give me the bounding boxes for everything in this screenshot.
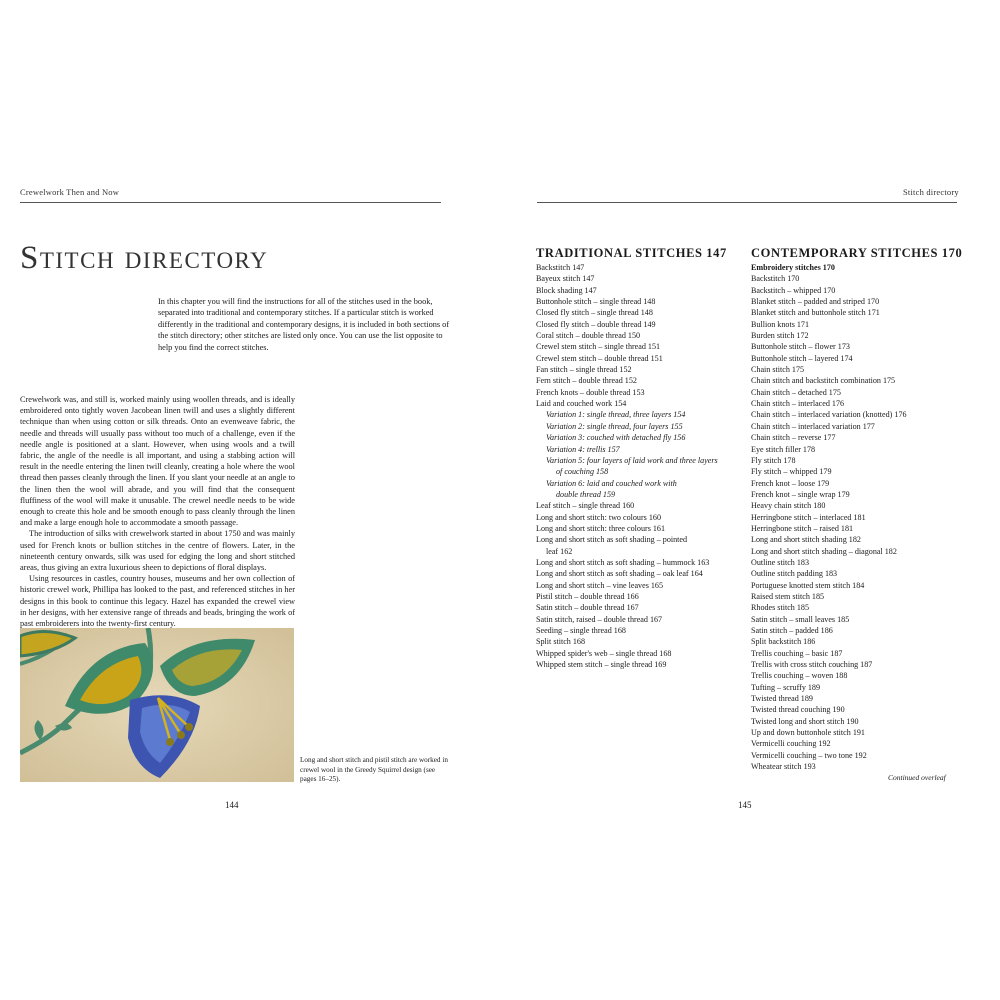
stitch-entry <box>751 614 966 625</box>
stitch-entry-text: Variation 2: single thread, four layers 155 <box>546 421 683 431</box>
traditional-stitch-list <box>536 262 746 670</box>
stitch-entry-text: Fly stitch – whipped 179 <box>751 467 832 477</box>
stitch-entry-text: Chain stitch – interlaced variation 177 <box>751 421 875 431</box>
stitch-entry-text: Buttonhole stitch – single thread 148 <box>536 297 656 307</box>
stitch-entry <box>751 330 966 341</box>
stitch-entry-text: Satin stitch – small leaves 185 <box>751 614 850 624</box>
stitch-entry-text: Vermicelli couching – two tone 192 <box>751 750 867 760</box>
stitch-entry-text: Blanket stitch and buttonhole stitch 171 <box>751 308 880 318</box>
page-title: Stitch directory <box>20 240 269 276</box>
stitch-entry <box>751 591 966 602</box>
stitch-entry <box>536 614 746 625</box>
stitch-entry <box>751 682 966 693</box>
stitch-entry <box>751 704 966 715</box>
stitch-entry <box>751 466 966 477</box>
stitch-entry <box>536 659 746 670</box>
stitch-entry-text: Chain stitch – reverse 177 <box>751 433 836 443</box>
stitch-entry <box>536 262 746 273</box>
page-number-right: 145 <box>738 800 752 810</box>
stitch-entry <box>536 512 746 523</box>
stitch-entry-text: Closed fly stitch – double thread 149 <box>536 319 656 329</box>
stitch-entry-text: Twisted long and short stitch 190 <box>751 716 859 726</box>
intro-paragraph <box>158 296 458 353</box>
stitch-entry-text: Herringbone stitch – interlaced 181 <box>751 512 866 522</box>
stitch-entry-text: Fern stitch – double thread 152 <box>536 376 637 386</box>
stitch-entry-text: Eye stitch filler 178 <box>751 444 816 454</box>
stitch-entry-text: Satin stitch – double thread 167 <box>536 603 639 613</box>
stitch-entry-text: Whipped stem stitch – single thread 169 <box>536 660 667 670</box>
stitch-entry-text: Seeding – single thread 168 <box>536 626 626 635</box>
stitch-entry <box>751 307 966 318</box>
stitch-entry-text: Chain stitch – interlaced 176 <box>751 399 845 409</box>
stitch-entry <box>536 296 746 307</box>
stitch-entry <box>751 761 966 772</box>
stitch-entry-text: Leaf stitch – single thread 160 <box>536 501 635 511</box>
stitch-entry-text: Variation 1: single thread, three layers 154 <box>546 410 686 420</box>
stitch-entry-text: Variation 3: couched with detached fly 156 <box>546 433 686 443</box>
stitch-entry <box>751 353 966 364</box>
stitch-entry-text: Long and short stitch shading 182 <box>751 535 861 545</box>
stitch-entry <box>751 659 966 670</box>
stitch-entry <box>536 387 746 398</box>
stitch-entry-text: Pistil stitch – double thread 166 <box>536 591 639 601</box>
stitch-entry <box>536 591 746 602</box>
stitch-entry <box>536 409 746 420</box>
stitch-entry-text: Long and short stitch – vine leaves 165 <box>536 580 664 590</box>
right-page <box>500 0 1000 1000</box>
stitch-entry <box>751 546 966 557</box>
stitch-entry <box>536 534 746 557</box>
stitch-entry <box>536 625 746 636</box>
stitch-entry <box>536 364 746 375</box>
body-paragraph-2: The introduction of silks with crewelwork started in about 1750 and was mainly used for French knots or bullion stitches in the centre of flowers. Later, in the nineteenth century onwards, silk was used for edging the long and short stitched areas, thus giving an extra luxurious sheen to depictions of floral displays. <box>20 529 295 573</box>
body-paragraph-1: Crewelwork was, and still is, worked mainly using woollen threads, and is ideally embroidered onto tightly woven Jacobean linen twill and uses a slightly different technique than when using cotton or silk threads. Onto an evenweave fabric, the needle and threads will usually pass without too much of a challenge, even if the needle angle is positioned at a slant. However, when using wools and a twill fabric, the angle of the needle is all important, and using a stabbing action will result in the needle entering the linen twill cleanly, creating a hole where the wool thread then passes cleanly through the linen. If you slant your needle at an angle to the linen then the wool will abrade, and you will find that the consequent fluffiness of the wool will make it unusable. The crewel needle needs to be wide enough to create this hole and be smooth enough to pass cleanly through the linen and make a large enough hole to accommodate a smooth passage. <box>20 395 295 528</box>
stitch-entry-text: Raised stem stitch 185 <box>751 591 825 601</box>
stitch-entry <box>751 716 966 727</box>
running-head-left: Crewelwork Then and Now <box>20 187 120 197</box>
stitch-entry <box>536 568 746 579</box>
stitch-entry-text: Fan stitch – single thread 152 <box>536 365 632 375</box>
stitch-entry-text: Twisted thread 189 <box>751 694 813 704</box>
stitch-entry-text: Long and short stitch: two colours 160 <box>536 512 661 522</box>
intro-text: In this chapter you will find the instructions for all of the stitches used in the book, separated into traditional and contemporary stitches. If a particular stitch is worked differently in the traditional and contemporary designs, it is included in both sections of the stitch directory; other stitches are listed only once. You can use the list opposite to help you find the correct stitches. <box>158 297 450 352</box>
stitch-entry <box>751 478 966 489</box>
embroidery-photo <box>20 628 294 782</box>
stitch-entry <box>751 512 966 523</box>
stitch-entry-text: Tufting – scruffy 189 <box>751 682 821 692</box>
stitch-entry-text: Backstitch 147 <box>536 263 585 272</box>
stitch-entry-text: Buttonhole stitch – layered 174 <box>751 353 853 363</box>
stitch-entry-text: Long and short stitch as soft shading – hummock 163 <box>536 557 710 567</box>
stitch-entry <box>751 444 966 455</box>
header-rule-right <box>537 202 957 203</box>
stitch-entry-text: Bullion knots 171 <box>751 319 810 329</box>
stitch-entry-text: Split stitch 168 <box>536 637 586 647</box>
stitch-entry <box>751 534 966 545</box>
stitch-entry <box>536 285 746 296</box>
stitch-entry-text: Crewel stem stitch – single thread 151 <box>536 342 661 352</box>
stitch-entry <box>536 557 746 568</box>
stitch-entry <box>536 478 746 501</box>
stitch-entry <box>536 398 746 409</box>
stitch-entry <box>536 432 746 443</box>
stitch-entry-text: French knot – loose 179 <box>751 478 830 488</box>
stitch-entry <box>536 636 746 647</box>
stitch-entry <box>751 387 966 398</box>
stitch-entry <box>536 455 746 478</box>
stitch-entry-text: Long and short stitch: three colours 161 <box>536 523 666 533</box>
stitch-entry <box>751 693 966 704</box>
stitch-entry-text: Chain stitch – interlaced variation (knotted) 176 <box>751 410 907 420</box>
stitch-entry-text: Long and short stitch as soft shading – oak leaf 164 <box>536 569 703 579</box>
stitch-entry <box>751 648 966 659</box>
stitch-entry-text: Backstitch 170 <box>751 274 800 284</box>
stitch-entry <box>751 375 966 386</box>
stitch-entry-text: Backstitch – whipped 170 <box>751 285 836 295</box>
traditional-heading: TRADITIONAL STITCHES 147 <box>536 246 727 260</box>
stitch-entry <box>751 432 966 443</box>
stitch-entry-text: Split backstitch 186 <box>751 637 816 647</box>
stitch-entry-text: Chain stitch – detached 175 <box>751 387 841 397</box>
stitch-entry-text: Bayeux stitch 147 <box>536 274 595 284</box>
contemporary-heading: CONTEMPORARY STITCHES 170 <box>751 246 963 260</box>
photo-caption: Long and short stitch and pistil stitch are worked in crewel wool in the Greedy Squirrel design (see pages 16–25). <box>300 756 448 784</box>
stitch-entry <box>536 500 746 511</box>
stitch-entry <box>751 568 966 579</box>
stitch-entry-text: Long and short stitch shading – diagonal 182 <box>751 546 897 556</box>
stitch-entry-text: Trellis couching – woven 188 <box>751 671 848 681</box>
stitch-entry-text: Whipped spider's web – single thread 168 <box>536 648 672 658</box>
stitch-entry-text: Variation 4: trellis 157 <box>546 444 620 454</box>
stitch-entry-text: Outline stitch 183 <box>751 557 809 567</box>
stitch-entry-text: Variation 5: four layers of laid work and three layers <box>546 455 718 465</box>
stitch-entry <box>751 398 966 409</box>
body-text <box>20 394 295 629</box>
stitch-entry-text: Blanket stitch – padded and striped 170 <box>751 297 880 307</box>
stitch-entry <box>536 307 746 318</box>
stitch-entry-text: Rhodes stitch 185 <box>751 603 810 613</box>
stitch-entry <box>751 750 966 761</box>
embroidery-illustration <box>20 628 294 782</box>
stitch-entry-text: Variation 6: laid and couched work with <box>546 478 677 488</box>
stitch-entry-text: Herringbone stitch – raised 181 <box>751 523 854 533</box>
stitch-entry <box>536 602 746 613</box>
stitch-entry <box>751 341 966 352</box>
stitch-entry <box>751 500 966 511</box>
contemporary-stitch-list <box>751 262 966 772</box>
stitch-entry <box>536 523 746 534</box>
stitch-entry-text: Buttonhole stitch – flower 173 <box>751 342 850 352</box>
stitch-entry <box>751 580 966 591</box>
stitch-entry-text: Laid and couched work 154 <box>536 399 627 409</box>
stitch-entry <box>751 421 966 432</box>
stitch-entry-text: Outline stitch padding 183 <box>751 569 838 579</box>
stitch-entry <box>751 602 966 613</box>
stitch-entry-continuation: leaf 162 <box>546 546 573 556</box>
stitch-entry-continuation: double thread 159 <box>556 489 616 499</box>
stitch-entry-text: Embroidery stitches 170 <box>751 263 835 272</box>
stitch-entry <box>536 421 746 432</box>
stitch-entry-text: Coral stitch – double thread 150 <box>536 331 641 341</box>
stitch-entry <box>536 648 746 659</box>
body-paragraph-3: Using resources in castles, country houses, museums and her own collection of historic crewel work, Phillipa has looked to the past, and referenced stitches in her designs in this book to continue this legacy. Hazel has expanded the crewel view in her designs, with her extensive range of threads and beads, bringing the work of past embroiderers into the twenty-first century. <box>20 574 295 629</box>
stitch-entry-continuation: of couching 158 <box>556 467 609 477</box>
stitch-entry-text: Satin stitch, raised – double thread 167 <box>536 614 663 624</box>
stitch-entry <box>751 296 966 307</box>
stitch-entry-text: Block shading 147 <box>536 285 597 295</box>
stitch-entry <box>536 580 746 591</box>
stitch-entry-text: Fly stitch 178 <box>751 455 796 465</box>
stitch-entry-text: Trellis couching – basic 187 <box>751 648 843 658</box>
stitch-entry <box>536 353 746 364</box>
stitch-entry <box>751 285 966 296</box>
continued-note: Continued overleaf <box>888 773 946 782</box>
stitch-entry <box>751 319 966 330</box>
stitch-entry <box>751 636 966 647</box>
stitch-entry-text: Portuguese knotted stem stitch 184 <box>751 580 865 590</box>
stitch-entry <box>751 455 966 466</box>
stitch-entry-text: Chain stitch and backstitch combination 175 <box>751 376 896 386</box>
stitch-entry <box>751 738 966 749</box>
page-number-left: 144 <box>225 800 239 810</box>
stitch-entry-text: Wheatear stitch 193 <box>751 762 816 772</box>
stitch-entry <box>751 670 966 681</box>
stitch-entry <box>751 523 966 534</box>
stitch-entry <box>751 557 966 568</box>
header-rule-left <box>20 202 441 203</box>
stitch-entry-text: Crewel stem stitch – double thread 151 <box>536 353 663 363</box>
stitch-entry <box>536 330 746 341</box>
stitch-entry <box>751 409 966 420</box>
stitch-entry-text: French knot – single wrap 179 <box>751 489 850 499</box>
stitch-entry-text: Heavy chain stitch 180 <box>751 501 826 511</box>
stitch-entry <box>751 364 966 375</box>
stitch-entry <box>536 444 746 455</box>
stitch-entry-text: Up and down buttonhole stitch 191 <box>751 728 865 738</box>
stitch-entry <box>751 262 966 273</box>
stitch-entry-text: Closed fly stitch – single thread 148 <box>536 308 653 318</box>
stitch-entry-text: Burden stitch 172 <box>751 331 809 341</box>
stitch-entry-text: French knots – double thread 153 <box>536 387 645 397</box>
stitch-entry-text: Chain stitch 175 <box>751 365 805 375</box>
stitch-entry <box>536 273 746 284</box>
stitch-entry <box>536 375 746 386</box>
stitch-entry-text: Satin stitch – padded 186 <box>751 626 833 635</box>
running-head-right: Stitch directory <box>903 187 959 197</box>
stitch-entry <box>536 319 746 330</box>
stitch-entry-text: Trellis with cross stitch couching 187 <box>751 660 873 670</box>
stitch-entry <box>751 489 966 500</box>
stitch-entry-text: Long and short stitch as soft shading – pointed <box>536 535 688 545</box>
stitch-entry-text: Twisted thread couching 190 <box>751 705 845 715</box>
stitch-entry <box>536 341 746 352</box>
stitch-entry <box>751 273 966 284</box>
stitch-entry-text: Vermicelli couching 192 <box>751 739 831 749</box>
stitch-entry <box>751 625 966 636</box>
stitch-entry <box>751 727 966 738</box>
